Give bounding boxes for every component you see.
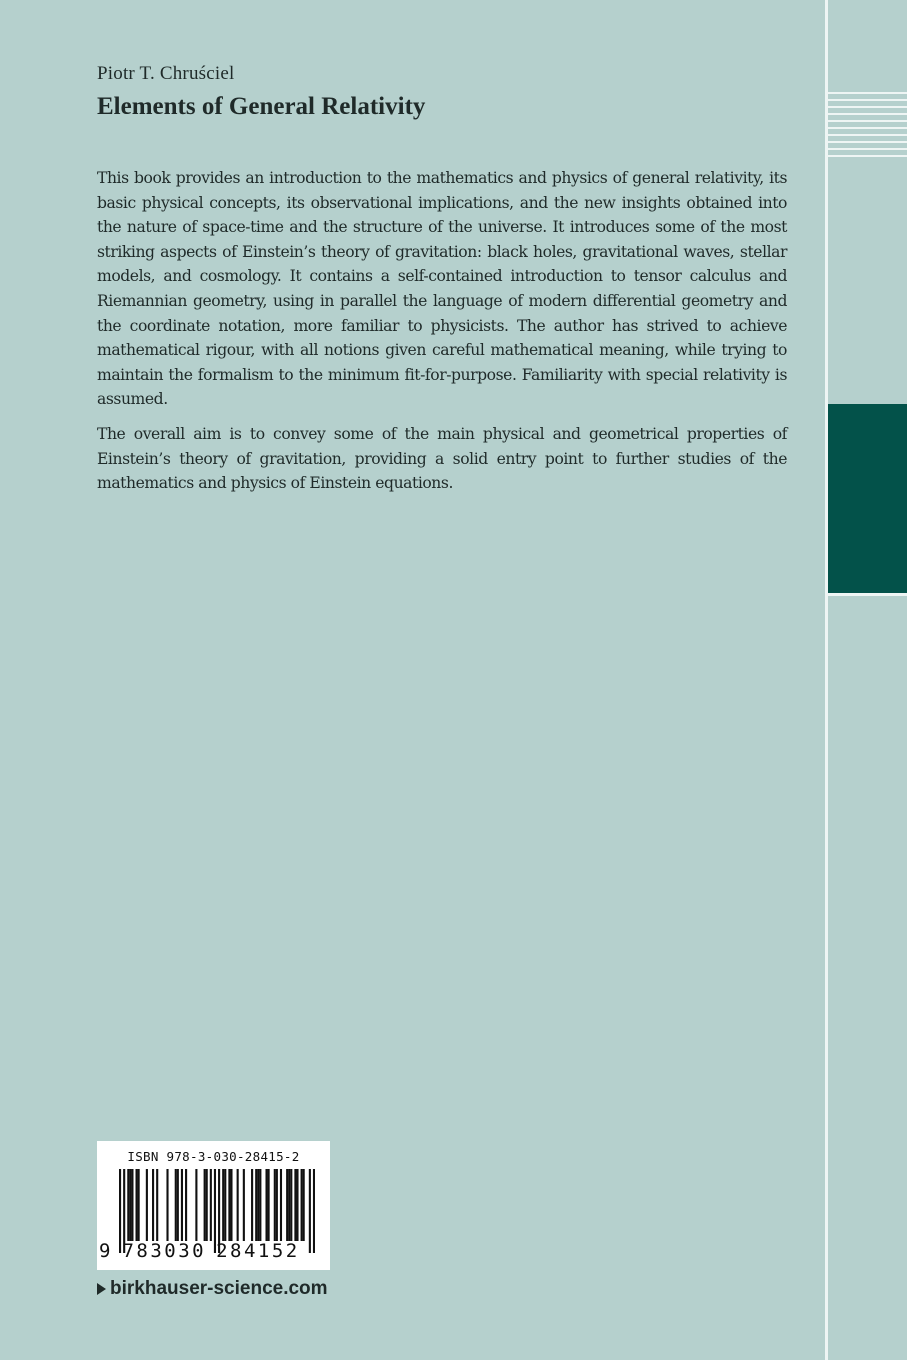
ean-right-group: 284152 [216,1240,300,1262]
spine-stripes [828,92,907,162]
barcode-bar [265,1169,267,1241]
barcode-bar [136,1169,138,1241]
barcode-bar [237,1169,239,1241]
barcode-bar [210,1169,212,1241]
barcode-bar [185,1169,187,1241]
description-paragraph-2: The overall aim is to convey some of the main physical and geometrical properties of Einstein’s theory of gravitation, providing a solid entry point to further studies of the mathematics and physics of Einstein equations. [97,424,787,493]
barcode-bar [286,1169,288,1241]
barcode-bar [129,1169,131,1241]
barcode-bar [206,1169,208,1241]
barcode-bar [296,1169,298,1241]
barcode-bar [303,1169,305,1241]
barcode-bar [175,1169,177,1241]
barcode-bar [195,1169,197,1241]
barcode-bar [204,1169,206,1241]
barcode-bar [290,1169,292,1241]
barcode-bar [230,1169,232,1241]
book-description [97,166,787,506]
barcode-bar [257,1169,259,1241]
barcode-bar [222,1169,224,1241]
isbn-barcode [97,1141,330,1270]
spine-panel [828,0,907,1360]
barcode-bar [294,1169,296,1241]
barcode-bar [268,1169,270,1241]
barcode-bar [224,1169,226,1241]
barcode-bar [138,1169,140,1241]
barcode-bar [255,1169,257,1241]
barcode-bar [146,1169,148,1241]
barcode-bar [177,1169,179,1241]
barcode-bar [152,1169,154,1241]
barcode-bar [228,1169,230,1241]
book-title: Elements of General Relativity [97,93,426,120]
barcode-bar [131,1169,133,1241]
author-name: Piotr T. Chruściel [97,63,235,84]
barcode-bar [181,1169,183,1241]
barcode-bar [288,1169,290,1241]
website-text: birkhauser-science.com [110,1278,328,1299]
ean-digits [99,1240,328,1262]
barcode-bar [156,1169,158,1241]
barcode-bar [251,1169,253,1241]
barcode-bar [274,1169,276,1241]
barcode-bar [166,1169,168,1241]
description-paragraph-1: This book provides an introduction to the mathematics and physics of general relativity, its basic physical concepts, its observational implications, and the new insights obtained into the nature of space-time and the structure of the universe. It introduces some of the most striking aspects of Einstein’s theory of gravitation: black holes, gravitational waves, stellar models, and cosmology. It contains a self-contained introduction to tensor calculus and Riemannian geometry, using in parallel the language of modern differential geometry and the coordinate notation, more familiar to physicists. The author has strived to achieve mathematical rigour, with all notions given careful mathematical meaning, while trying to maintain the formalism to the minimum fit-for-purpose. Familiarity with special relativity is assumed. [97,169,787,409]
isbn-label: ISBN 978-3-030-28415-2 [127,1149,300,1164]
ean-left-group: 783030 [122,1240,207,1262]
ean-first-digit: 9 [99,1240,111,1262]
publisher-website [97,1278,328,1300]
barcode-bar [276,1169,278,1241]
barcode-bar [280,1169,282,1241]
barcode-bar [259,1169,261,1241]
barcode-bar [243,1169,245,1241]
barcode-bar [301,1169,303,1241]
spine-accent-line [828,593,907,596]
spine-accent-block [828,404,907,593]
barcode-bar [127,1169,129,1241]
arrow-right-icon [97,1283,106,1295]
